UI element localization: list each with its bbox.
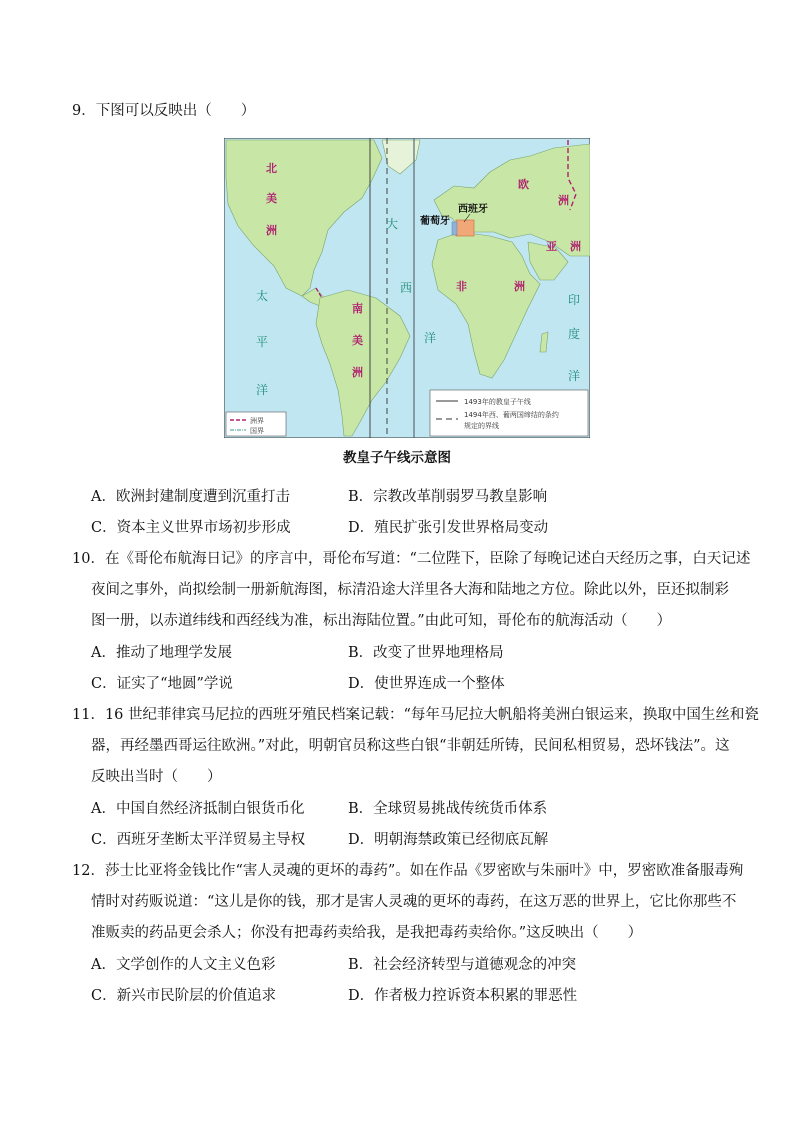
q12-option-a[interactable]: A．文学创作的人文主义色彩 — [91, 957, 276, 973]
label-spain: 西班牙 — [458, 204, 488, 215]
label-pacific-1: 太 — [256, 289, 269, 303]
label-asia-1: 亚 — [546, 240, 557, 253]
label-north-america-1: 北 — [266, 162, 277, 175]
q12-option-d[interactable]: D．作者极力控诉资本积累的罪恶性 — [348, 988, 578, 1004]
question-10-line-2: 夜间之事外，尚拟绘制一册新航海图，标清沿途大洋里各大海和陆地之方位。除此以外，臣还拟制彩 — [91, 582, 729, 598]
question-9-stem: 9．下图可以反映出（ ） — [72, 103, 256, 119]
q11-option-c[interactable]: C．西班牙垄断太平洋贸易主导权 — [91, 832, 306, 848]
question-11-line-1: 11．16 世纪菲律宾马尼拉的西班牙殖民档案记载：“每年马尼拉大帆船将美洲白银运来，换取中国生丝和瓷 — [72, 707, 759, 723]
label-pacific-3: 洋 — [256, 383, 269, 397]
legend-1494-label-a: 1494年西、葡两国缔结的条约 — [464, 411, 559, 419]
label-south-america-3: 洲 — [352, 366, 363, 379]
q10-option-c[interactable]: C．证实了“地圆”学说 — [91, 676, 233, 692]
label-atlantic-2: 西 — [400, 281, 413, 295]
q10-option-b[interactable]: B．改变了世界地理格局 — [348, 645, 504, 661]
legend-1494-label-b: 规定的界线 — [464, 422, 499, 430]
label-europe-1: 欧 — [518, 178, 529, 191]
label-south-america-2: 美 — [352, 334, 363, 347]
question-12-line-2: 情时对药贩说道：“这儿是你的钱，那才是害人灵魂的更坏的毒药，在这万恶的世界上，它比你那些不 — [91, 894, 737, 910]
label-asia-2: 洲 — [570, 240, 581, 253]
q9-option-b[interactable]: B．宗教改革削弱罗马教皇影响 — [348, 489, 548, 505]
papal-meridian-map — [224, 138, 590, 438]
question-11-line-2: 器，再经墨西哥运往欧洲。”对此，明朝官员称这些白银“非朝廷所铸，民间私相贸易，恐坏钱法”。这 — [91, 738, 730, 754]
legend-national-label: 国界 — [250, 427, 264, 435]
q12-option-b[interactable]: B．社会经济转型与道德观念的冲突 — [348, 957, 577, 973]
label-portugal: 葡萄牙 — [420, 216, 450, 227]
label-europe-2: 洲 — [558, 194, 569, 207]
label-south-america-1: 南 — [352, 302, 363, 315]
q10-option-d[interactable]: D．使世界连成一个整体 — [348, 676, 505, 692]
q10-option-a[interactable]: A．推动了地理学发展 — [91, 645, 232, 661]
q9-option-c[interactable]: C．资本主义世界市场初步形成 — [91, 520, 291, 536]
label-atlantic-3: 洋 — [424, 331, 437, 345]
q9-option-a[interactable]: A．欧洲封建制度遭到沉重打击 — [91, 489, 290, 505]
q9-option-d[interactable]: D．殖民扩张引发世界格局变动 — [348, 520, 549, 536]
q12-option-c[interactable]: C．新兴市民阶层的价值追求 — [91, 988, 277, 1004]
question-11-line-3: 反映出当时（ ） — [91, 769, 222, 785]
label-indian-2: 度 — [568, 327, 581, 341]
legend-boundary-label: 洲界 — [250, 417, 264, 425]
q11-option-a[interactable]: A．中国自然经济抵制白银货币化 — [91, 801, 305, 817]
label-africa-2: 洲 — [514, 280, 525, 293]
legend-1493-label: 1493年的教皇子午线 — [464, 398, 531, 406]
label-indian-3: 洋 — [568, 369, 581, 383]
map-caption: 教皇子午线示意图 — [343, 450, 451, 466]
label-north-america-3: 洲 — [266, 224, 277, 237]
question-12-line-3: 准贩卖的药品更会杀人；你没有把毒药卖给我，是我把毒药卖给你。”这反映出（ ） — [91, 925, 643, 941]
q11-option-d[interactable]: D．明朝海禁政策已经彻底瓦解 — [348, 832, 549, 848]
label-indian-1: 印 — [568, 293, 581, 307]
question-10-line-1: 10．在《哥伦布航海日记》的序言中，哥伦布写道：“二位陛下，臣除了每晚记述白天经历之事，白天记述 — [72, 551, 751, 567]
question-10-line-3: 图一册，以赤道纬线和西经线为准，标出海陆位置。”由此可知，哥伦布的航海活动（ ） — [91, 613, 672, 629]
q11-option-b[interactable]: B．全球贸易挑战传统货币体系 — [348, 801, 548, 817]
label-africa-1: 非 — [456, 280, 467, 293]
label-north-america-2: 美 — [266, 192, 277, 205]
label-pacific-2: 平 — [256, 335, 269, 349]
label-atlantic-1: 大 — [386, 217, 399, 231]
question-12-line-1: 12．莎士比亚将金钱比作“害人灵魂的更坏的毒药”。如在作品《罗密欧与朱丽叶》中，罗密欧准备服毒殉 — [72, 863, 744, 879]
